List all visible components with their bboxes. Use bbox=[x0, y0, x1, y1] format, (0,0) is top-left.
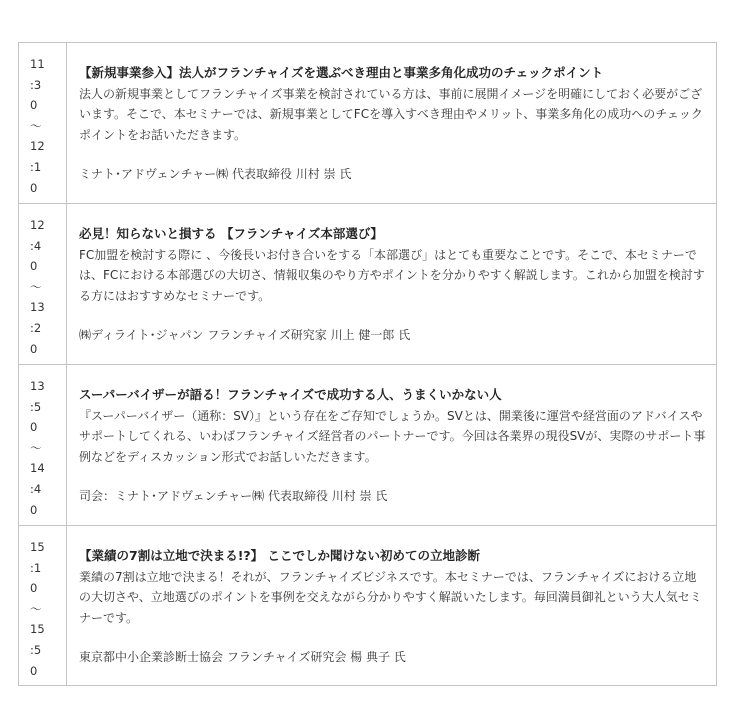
time-fragment: 〜 bbox=[30, 118, 42, 133]
time-fragment: 12 bbox=[30, 139, 45, 154]
time-fragment: :5 bbox=[30, 642, 42, 657]
session-time bbox=[19, 365, 67, 526]
time-fragment: :4 bbox=[30, 238, 42, 253]
time-fragment: 13 bbox=[30, 379, 45, 393]
time-fragment: 0 bbox=[30, 259, 38, 274]
session-time bbox=[19, 526, 67, 686]
session-speaker: 司会：ミナト･アドヴェンチャー㈱ 代表取締役 川村 崇 氏 bbox=[79, 489, 388, 503]
session-description: 『スーパーバイザー（通称：SV）』という存在をご存知でしょうか。SVとは、開業後に運営や経営面のアドバイスやサポートしてくれる、いわばフランチャイズ経営者のパートナーです。今回は各業界の現役SVが、実際のサポート事例などをディスカッション形式でお話しいただきます。 bbox=[79, 408, 706, 464]
time-fragment: 13 bbox=[30, 300, 45, 315]
table-row bbox=[19, 526, 717, 686]
session-content bbox=[67, 365, 717, 526]
session-description: 法人の新規事業としてフランチャイズ事業を検討されている方は、事前に展開イメージを明確にしておく必要がございます。そこで、本セミナーでは、新規事業としてFCを導入すべき理由やメリット、事業多角化の成功へのチェックポイントをお話いただきます。 bbox=[79, 86, 703, 142]
time-fragment: 11 bbox=[30, 57, 45, 71]
time-fragment: 〜 bbox=[30, 279, 42, 294]
time-fragment: 14 bbox=[30, 461, 45, 476]
session-time bbox=[19, 43, 67, 204]
seminar-schedule-table bbox=[18, 42, 717, 686]
table-row bbox=[19, 365, 717, 526]
session-speaker: 東京都中小企業診断士協会 フランチャイズ研究会 楊 典子 氏 bbox=[79, 650, 406, 664]
session-speaker: ㈱ディライト･ジャパン フランチャイズ研究家 川上 健一郎 氏 bbox=[79, 328, 411, 342]
time-fragment: 0 bbox=[30, 663, 38, 678]
table-row bbox=[19, 204, 717, 365]
session-title: 【業績の7割は立地で決まる!?】 ここでしか聞けない初めての立地診断 bbox=[79, 548, 481, 563]
time-fragment: 15 bbox=[30, 622, 45, 637]
time-fragment: :5 bbox=[30, 399, 42, 414]
session-speaker: ミナト･アドヴェンチャー㈱ 代表取締役 川村 崇 氏 bbox=[79, 167, 352, 181]
time-fragment: 〜 bbox=[30, 601, 42, 616]
table-row bbox=[19, 43, 717, 204]
session-content bbox=[67, 43, 717, 204]
session-time bbox=[19, 204, 67, 365]
session-description: FC加盟を検討する際に 、今後長いお付き合いをする「本部選び」はとても重要なことです。そこで、本セミナーでは、FCにおける本部選びの大切さ、情報収集のやり方やポイントを分かりやすく解説します。これから加盟を検討する方にはおすすめなセミナーです。 bbox=[79, 247, 705, 303]
time-fragment: :2 bbox=[30, 320, 42, 335]
time-fragment: 0 bbox=[30, 581, 38, 596]
session-title: 必見！知らないと損する 【フランチャイズ本部選び】 bbox=[79, 226, 383, 241]
time-fragment: 0 bbox=[30, 420, 38, 435]
time-fragment: 12 bbox=[30, 218, 45, 232]
time-fragment: 15 bbox=[30, 540, 45, 554]
time-fragment: :1 bbox=[30, 159, 42, 174]
session-content bbox=[67, 204, 717, 365]
time-fragment: :1 bbox=[30, 560, 42, 575]
time-fragment: 〜 bbox=[30, 440, 42, 455]
session-title: スーパーバイザーが語る！フランチャイズで成功する人、うまくいかない人 bbox=[79, 387, 502, 402]
time-fragment: 0 bbox=[30, 180, 38, 195]
time-fragment: :3 bbox=[30, 77, 42, 92]
session-description: 業績の7割は立地で決まる！それが、フランチャイズビジネスです。本セミナーでは、フランチャイズにおける立地の大切さや、立地選びのポイントを事例を交えながら分かりやすく解説いたします。毎回満員御礼という大人気セミナーです。 bbox=[79, 569, 702, 625]
time-fragment: 0 bbox=[30, 98, 38, 113]
session-title: 【新規事業参入】法人がフランチャイズを選ぶべき理由と事業多角化成功のチェックポイント bbox=[79, 65, 604, 80]
time-fragment: 0 bbox=[30, 502, 38, 517]
time-fragment: 0 bbox=[30, 341, 38, 356]
time-fragment: :4 bbox=[30, 481, 42, 496]
session-content bbox=[67, 526, 717, 686]
